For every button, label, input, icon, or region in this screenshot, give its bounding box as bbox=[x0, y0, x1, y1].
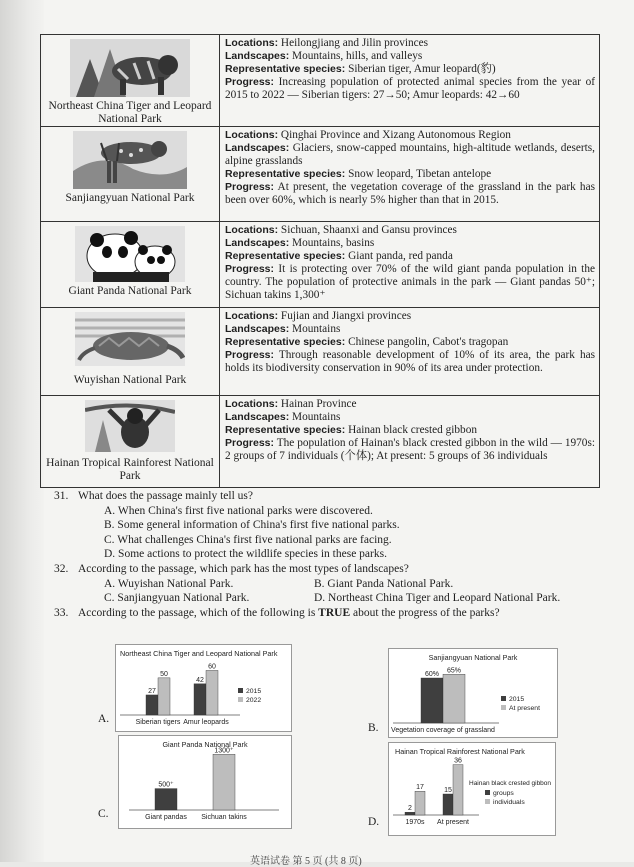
chart-bar bbox=[194, 684, 206, 715]
park-info bbox=[220, 35, 600, 127]
locations-value: Qinghai Province and Xizang Autonomous Region bbox=[280, 129, 511, 141]
park-info bbox=[220, 308, 600, 396]
park-name: Sanjiangyuan National Park bbox=[65, 192, 195, 204]
page-footer: 英语试卷 第 5 页 (共 8 页) bbox=[250, 856, 362, 867]
chart-title: Giant Panda National Park bbox=[162, 740, 248, 749]
park-row bbox=[41, 396, 600, 488]
legend-label: 2022 bbox=[246, 697, 262, 704]
question-text: According to the passage, which park has the most types of landscapes? bbox=[78, 562, 409, 575]
park-name: Northeast China Tiger and Leopard National Park bbox=[48, 100, 212, 125]
chart-letter-a[interactable]: A. bbox=[98, 713, 110, 725]
landscapes-label: Landscapes: bbox=[225, 50, 290, 62]
category-label: Giant pandas bbox=[145, 814, 187, 821]
chart-bar bbox=[453, 765, 463, 815]
legend-swatch bbox=[238, 688, 243, 693]
chart-d[interactable] bbox=[388, 742, 556, 836]
legend-label: 2015 bbox=[246, 688, 262, 695]
progress-label: Progress: bbox=[225, 437, 275, 449]
chart-letter-d[interactable]: D. bbox=[368, 816, 380, 828]
data-label: 60 bbox=[208, 663, 216, 671]
species-label: Representative species: bbox=[225, 336, 346, 348]
landscapes-value: Mountains bbox=[292, 323, 341, 335]
option-31a[interactable]: A. When China's first five national parks were discovered. bbox=[104, 504, 373, 517]
option-32a[interactable]: A. Wuyishan National Park. bbox=[104, 577, 234, 590]
category-label: Siberian tigers bbox=[135, 719, 181, 726]
species-label: Representative species: bbox=[225, 424, 346, 436]
progress-label: Progress: bbox=[225, 349, 275, 361]
progress-label: Progress: bbox=[225, 181, 275, 193]
snow-leopard-illustration bbox=[73, 131, 187, 189]
data-label: 15 bbox=[444, 787, 452, 794]
legend-swatch bbox=[501, 696, 506, 701]
data-label: 42 bbox=[196, 676, 204, 684]
chart-c-svg bbox=[119, 736, 291, 828]
park-name: Giant Panda National Park bbox=[68, 285, 192, 297]
landscapes-value: Mountains, hills, and valleys bbox=[292, 50, 423, 62]
park-row bbox=[41, 127, 600, 222]
species-value: Hainan black crested gibbon bbox=[348, 424, 477, 436]
species-value: Siberian tiger, Amur leopard(豹) bbox=[348, 63, 496, 75]
park-image-cell bbox=[41, 127, 220, 222]
species-value: Chinese pangolin, Cabot's tragopan bbox=[348, 336, 509, 348]
locations-value: Heilongjiang and Jilin provinces bbox=[280, 37, 429, 49]
locations-label: Locations: bbox=[225, 224, 279, 236]
park-info bbox=[220, 127, 600, 222]
option-32c[interactable]: C. Sanjiangyuan National Park. bbox=[104, 592, 250, 605]
question-number: 31. bbox=[54, 490, 69, 502]
chart-bar bbox=[415, 791, 425, 815]
progress-label: Progress: bbox=[225, 263, 275, 275]
park-row bbox=[41, 222, 600, 308]
question-number: 32. bbox=[54, 562, 69, 575]
chart-title: Sanjiangyuan National Park bbox=[428, 653, 518, 662]
legend-title: Hainan black crested gibbon bbox=[469, 780, 552, 787]
park-name: Hainan Tropical Rainforest National Park bbox=[46, 457, 214, 482]
landscapes-label: Landscapes: bbox=[225, 237, 290, 249]
question-31 bbox=[54, 489, 608, 504]
questions-section bbox=[54, 489, 608, 620]
chart-bar bbox=[158, 678, 170, 715]
data-label: 27 bbox=[148, 687, 156, 695]
chart-bar bbox=[206, 670, 218, 715]
category-label: Vegetation coverage of grassland bbox=[391, 727, 495, 734]
legend-swatch bbox=[485, 799, 490, 804]
chart-letter-b[interactable]: B. bbox=[368, 722, 379, 734]
chart-bar bbox=[405, 812, 415, 815]
landscapes-value: Glaciers, snow-capped mountains, high-altitude wetlands, deserts, alpine grasslands bbox=[225, 142, 595, 167]
landscapes-label: Landscapes: bbox=[225, 411, 290, 423]
data-label: 36 bbox=[454, 757, 462, 765]
progress-label: Progress: bbox=[225, 76, 275, 88]
options-row bbox=[104, 591, 608, 606]
chart-d-svg bbox=[389, 743, 555, 835]
option-31c[interactable]: C. What challenges China's first five national parks are facing. bbox=[104, 533, 392, 546]
category-label: Amur leopards bbox=[183, 719, 229, 726]
question-emphasis: TRUE bbox=[318, 606, 351, 619]
park-info bbox=[220, 222, 600, 308]
locations-value: Sichuan, Shaanxi and Gansu provinces bbox=[280, 224, 457, 236]
category-label: Sichuan takins bbox=[201, 814, 247, 821]
question-text: What does the passage mainly tell us? bbox=[78, 490, 254, 502]
page-binding-shadow bbox=[0, 0, 44, 862]
landscapes-value: Mountains, basins bbox=[292, 237, 375, 249]
park-row bbox=[41, 35, 600, 127]
question-text: According to the passage, which of the following is bbox=[78, 606, 319, 619]
question-number: 33. bbox=[54, 606, 69, 619]
option-32d[interactable]: D. Northeast China Tiger and Leopard National Park. bbox=[314, 592, 561, 605]
legend-swatch bbox=[238, 697, 243, 702]
legend-swatch bbox=[485, 790, 490, 795]
chart-bar bbox=[421, 678, 443, 723]
chart-c[interactable] bbox=[118, 735, 292, 829]
chart-bar bbox=[213, 754, 235, 810]
data-label: 2 bbox=[408, 805, 412, 813]
legend-swatch bbox=[501, 705, 506, 710]
gibbon-illustration bbox=[85, 400, 175, 452]
chart-bar bbox=[155, 789, 177, 810]
park-info bbox=[220, 396, 600, 488]
chart-bar bbox=[443, 674, 465, 723]
data-label: 50 bbox=[160, 670, 168, 678]
landscapes-label: Landscapes: bbox=[225, 142, 290, 154]
data-label: 60% bbox=[424, 671, 440, 678]
panda-illustration bbox=[75, 226, 185, 282]
pangolin-illustration bbox=[75, 312, 185, 366]
legend-label: individuals bbox=[493, 799, 525, 806]
options-row bbox=[104, 577, 608, 592]
category-label: At present bbox=[437, 819, 469, 826]
chart-title: Northeast China Tiger and Leopard National Park bbox=[120, 649, 278, 658]
chart-title: Hainan Tropical Rainforest National Park bbox=[395, 747, 525, 756]
legend-label: At present bbox=[509, 705, 540, 712]
option-32b[interactable]: B. Giant Panda National Park. bbox=[314, 577, 454, 590]
landscapes-value: Mountains bbox=[292, 411, 341, 423]
park-image-cell bbox=[41, 35, 220, 127]
data-label: 17 bbox=[416, 784, 424, 792]
chart-b-svg bbox=[389, 649, 557, 737]
data-label: 1300⁺ bbox=[214, 747, 234, 755]
species-value: Snow leopard, Tibetan antelope bbox=[348, 168, 492, 180]
species-label: Representative species: bbox=[225, 168, 346, 180]
category-label: 1970s bbox=[405, 819, 425, 826]
locations-value: Hainan Province bbox=[280, 398, 357, 410]
progress-value: The population of Hainan's black crested gibbon in the wild — 1970s: 2 groups of 7 individuals (个体); At present: 5 groups of 36 individuals bbox=[225, 437, 595, 462]
question-33 bbox=[54, 606, 608, 621]
chart-bar bbox=[443, 794, 453, 815]
progress-value: Through reasonable development of 10% of its area, the park has holds its biodiversity conservation in 90% of its area under protection. bbox=[225, 349, 596, 374]
park-image-cell bbox=[41, 396, 220, 488]
species-label: Representative species: bbox=[225, 250, 346, 262]
legend-label: groups bbox=[493, 790, 514, 797]
question-32 bbox=[54, 562, 608, 577]
locations-value: Fujian and Jiangxi provinces bbox=[280, 310, 412, 322]
park-image-cell bbox=[41, 222, 220, 308]
legend-label: 2015 bbox=[509, 696, 525, 703]
locations-label: Locations: bbox=[225, 398, 279, 410]
chart-a[interactable] bbox=[115, 644, 292, 732]
question-text-end: about the progress of the parks? bbox=[350, 606, 500, 619]
chart-a-svg bbox=[116, 645, 291, 731]
data-label: 65% bbox=[446, 667, 462, 675]
locations-label: Locations: bbox=[225, 310, 279, 322]
locations-label: Locations: bbox=[225, 37, 279, 49]
progress-value: Increasing population of protected animal species from the year of 2015 to 2022 — Siberian tigers: 27→50; Amur leopards: 42→60 bbox=[225, 76, 595, 101]
park-image-cell bbox=[41, 308, 220, 396]
species-label: Representative species: bbox=[225, 63, 346, 75]
species-value: Giant panda, red panda bbox=[348, 250, 453, 262]
option-31d[interactable]: D. Some actions to protect the wildlife species in these parks. bbox=[104, 548, 387, 561]
chart-bar bbox=[146, 695, 158, 715]
option-31b[interactable]: B. Some general information of China's first five national parks. bbox=[104, 519, 400, 532]
data-label: 500⁺ bbox=[158, 781, 174, 789]
parks-table bbox=[40, 34, 600, 488]
progress-value: It is protecting over 70% of the wild giant panda population in the country. The population of protective animals in the park — Giant pandas 50⁺; Sichuan takins 1,300⁺ bbox=[225, 263, 595, 301]
park-name: Wuyishan National Park bbox=[73, 374, 187, 386]
park-row bbox=[41, 308, 600, 396]
landscapes-label: Landscapes: bbox=[225, 323, 290, 335]
progress-value: At present, the vegetation coverage of the grassland in the park has been over 60%, which is nearly 5% higher than that in 2015. bbox=[225, 181, 595, 206]
tiger-illustration bbox=[70, 39, 190, 97]
chart-letter-c[interactable]: C. bbox=[98, 808, 109, 820]
chart-b[interactable] bbox=[388, 648, 558, 738]
locations-label: Locations: bbox=[225, 129, 279, 141]
